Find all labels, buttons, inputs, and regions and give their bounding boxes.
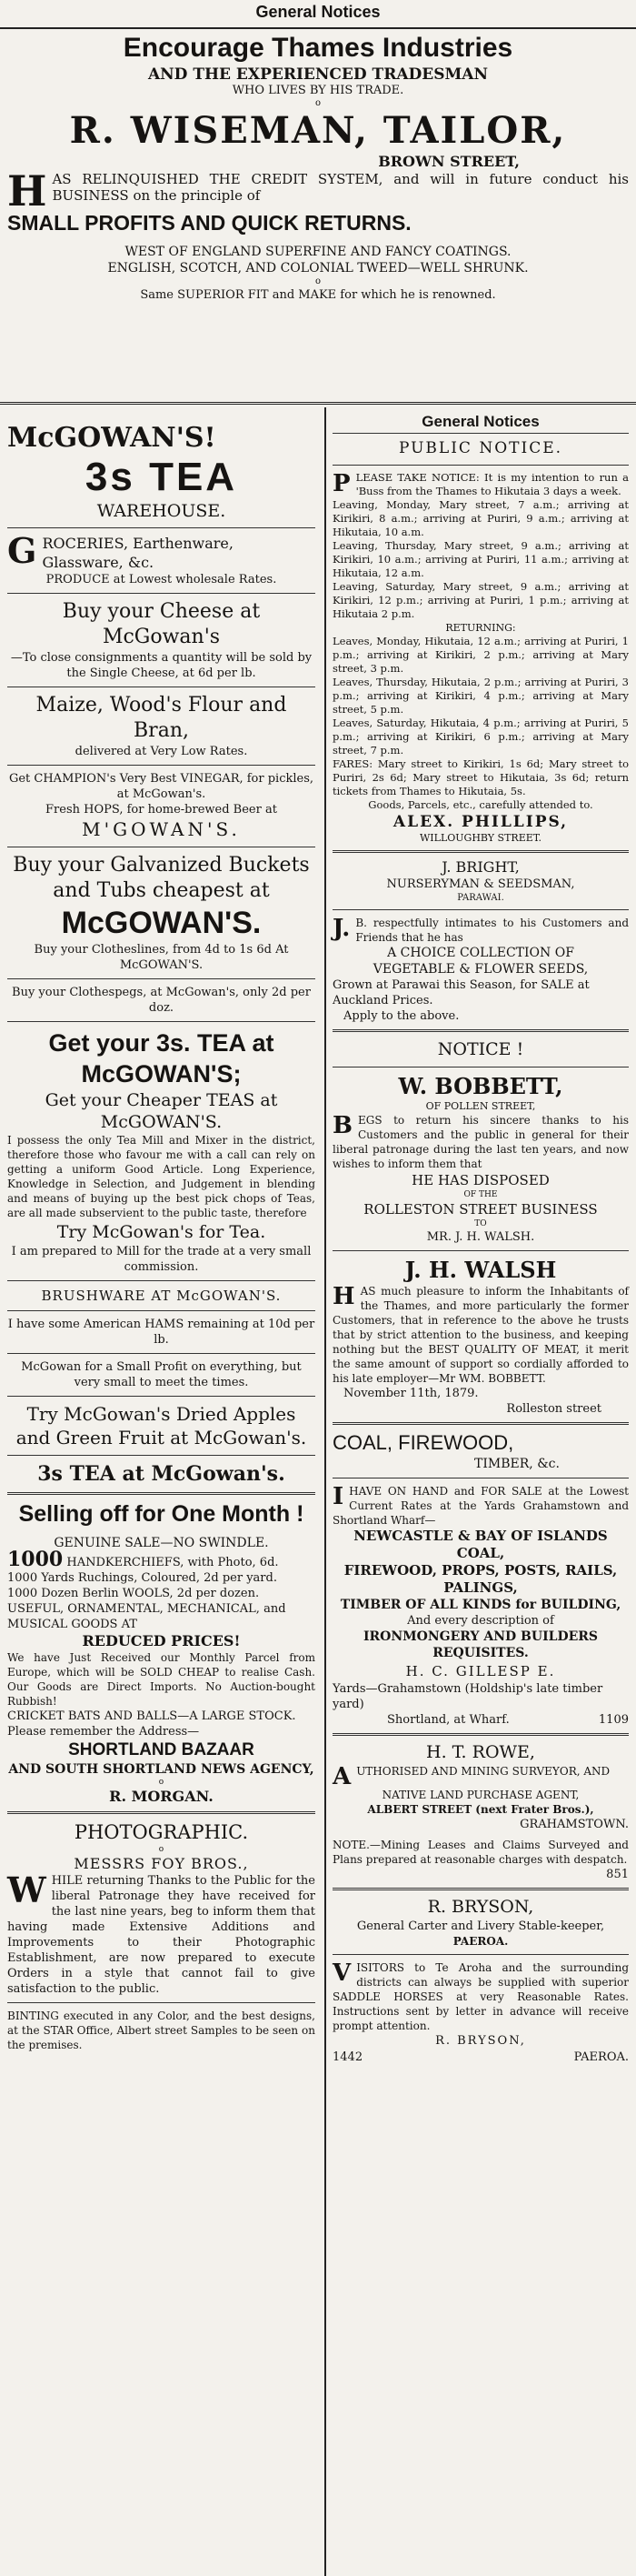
ad-divider2: o — [314, 276, 322, 286]
foy-bros: MESSRS FOY BROS., — [74, 1855, 249, 1872]
ad-body: AS RELINQUISHED THE CREDIT SYSTEM, and will in future conduct his BUSINESS on the principle of — [52, 171, 629, 204]
rule — [7, 2002, 315, 2003]
bright-drop: J. — [333, 915, 351, 942]
rule — [7, 1021, 315, 1022]
groceries-text: ROCERIES, Earthenware, Glassware, &c. — [42, 535, 234, 571]
disposed: HE HAS DISPOSED — [412, 1172, 550, 1188]
ad-street: BROWN STREET, — [378, 153, 520, 170]
rowe-town: GRAHAMSTOWN. — [520, 1818, 629, 1831]
rowe-note: NOTE.—Mining Leases and Claims Surveyed and Plans prepared at reasonable charges with despatch. — [333, 1839, 629, 1866]
rule — [7, 1455, 315, 1456]
bryson-town: PAEROA. — [573, 2050, 629, 2064]
walsh-small: MR. J. H. WALSH. — [426, 1230, 535, 1244]
photo-drop: W — [7, 1869, 46, 1910]
bright-title: NURSERYMAN & SEEDSMAN, — [386, 877, 575, 891]
fares-text: FARES: Mary street to Kirikiri, 1s 6d; Mary street to Puriri, 2s 6d; Mary street to Hikutaia, 3s 6d; return tickets from Thames to Hikutaia, 5s. — [333, 757, 629, 797]
clothespegs-text: Buy your Clothespegs, at McGowan's, only 2d per doz. — [12, 986, 311, 1015]
ruchings-text: 1000 Yards Ruchings, Coloured, 2d per yard. — [7, 1571, 277, 1585]
walsh-street: Rolleston street — [506, 1402, 601, 1416]
right-header: General Notices — [333, 411, 629, 434]
maize-note: delivered at Very Low Rates. — [75, 745, 248, 758]
parcels-text: Goods, Parcels, etc., carefully attended to. — [368, 798, 593, 811]
notice-title: NOTICE ! — [437, 1039, 524, 1059]
bright-place: PARAWAI. — [457, 893, 504, 903]
times-2: Leaving, Saturday, Mary street, 9 a.m.; arriving at Kirikiri, 12 p.m.; arriving at Puriri, 1 p.m.; arriving at Hikutaia 2 p.m. — [333, 580, 629, 620]
hk-num: 1000 — [7, 1548, 64, 1571]
ad-motto: SMALL PROFITS AND QUICK RETURNS. — [7, 211, 412, 235]
agency-text: AND SOUTH SHORTLAND NEWS AGENCY, — [8, 1762, 314, 1777]
bryson-drop: V — [333, 1960, 352, 1987]
ad-line2: AND THE EXPERIENCED TRADESMAN — [147, 65, 489, 84]
bright-name: J. BRIGHT, — [442, 858, 520, 876]
cricket-text: CRICKET BATS AND BALLS—A LARGE STOCK. — [7, 1709, 296, 1723]
mcgowan-footer: 3s TEA at McGowan's. — [37, 1462, 285, 1486]
walsh-name: J. H. WALSH — [404, 1257, 557, 1283]
rule — [333, 1954, 629, 1955]
buckets-heading: Buy your Galvanized Buckets and Tubs cheapest at — [13, 854, 310, 902]
coal-big3: TIMBER OF ALL KINDS for BUILDING, — [340, 1598, 621, 1612]
walsh-body: AS much pleasure to inform the Inhabitants of the Thames, and more particularly the former Customers, that in reference to the above he trusts that by strict attention to the business, and keeping nothing but the BEST QUALITY OF MEAT, it merit the same amount of support so cordially afforded to his late employer—Mr WM. BOBBETT. — [333, 1285, 629, 1385]
right-column — [329, 411, 632, 2575]
rule — [333, 1250, 629, 1251]
returns-1: Leaves, Thursday, Hikutaia, 2 p.m.; arriving at Puriri, 3 p.m.; arriving at Kirikiri, 4 p.m.; arriving at Mary street, 5 p.m. — [333, 676, 629, 716]
header-title: General Notices — [255, 3, 381, 21]
rule — [333, 1888, 629, 1890]
mcgowan-big: McGOWAN'S. — [61, 906, 262, 940]
coal-yards: Yards—Grahamstown (Holdship's late timber yard) — [333, 1682, 603, 1711]
walsh-drop: H — [333, 1283, 355, 1310]
binting-text: BINTING executed in any Color, and the best designs, at the STAR Office, Albert street Samples to be seen on the premises. — [7, 2010, 315, 2051]
rule — [7, 527, 315, 528]
rowe-drop: A — [333, 1763, 352, 1790]
hk-text: HANDKERCHIEFS, with Photo, 6d. — [66, 1556, 279, 1569]
cheese-heading: Buy your Cheese at McGowan's — [62, 600, 261, 648]
selling-divider: o — [158, 1778, 164, 1787]
coal-title: COAL, FIREWOOD, — [333, 1431, 514, 1454]
goods-text: USEFUL, ORNAMENTAL, MECHANICAL, and MUSICAL GOODS AT — [7, 1602, 286, 1631]
phillips-address: WILLOUGHBY STREET. — [419, 832, 542, 844]
photo-divider: o — [158, 1845, 164, 1854]
column-divider — [324, 407, 326, 2576]
bryson-name: R. BRYSON, — [427, 1897, 534, 1917]
returns-0: Leaves, Monday, Hikutaia, 12 a.m.; arriving at Puriri, 1 p.m.; arriving at Kirikiri, 2 p.m.; arriving at Mary street, 3 p.m. — [333, 635, 629, 675]
hams-text: I have some American HAMS remaining at 10d per lb. — [7, 1318, 315, 1347]
rule — [7, 978, 315, 979]
ad-drop-cap: H — [7, 166, 47, 216]
rule — [7, 765, 315, 766]
walsh-date: November 11th, 1879. — [343, 1387, 479, 1400]
coal-num: 1109 — [598, 1713, 629, 1727]
wiseman-tailor-ad — [7, 31, 629, 304]
coal-big1: NEWCASTLE & BAY OF ISLANDS COAL, — [353, 1528, 608, 1561]
phillips-name: ALEX. PHILLIPS, — [393, 813, 569, 831]
bright-choice: A CHOICE COLLECTION OF — [387, 946, 574, 960]
wools-text: 1000 Dozen Berlin WOOLS, 2d per dozen. — [7, 1587, 260, 1600]
coal-iron: IRONMONGERY AND BUILDERS REQUISITES. — [363, 1629, 599, 1660]
maize-heading: Maize, Wood's Flour and Bran, — [35, 694, 287, 742]
coal-drop: I — [333, 1483, 344, 1510]
bobbett-body: EGS to return his sincere thanks to his Customers and the public in general for their liberal patronage during the last ten years, and now wishes to inform them that — [333, 1114, 629, 1170]
mcgowan-tea: 3s TEA — [84, 455, 238, 499]
bright-intro: B. respectfully intimates to his Customers and Friends that he has — [355, 917, 629, 944]
brushware: BRUSHWARE AT McGOWAN'S. — [41, 1288, 282, 1304]
reduced-prices: REDUCED PRICES! — [82, 1632, 241, 1649]
dried-apples: Try McGowan's Dried Apples and Green Fruit at McGowan's. — [15, 1403, 307, 1448]
rule — [7, 1811, 315, 1814]
coal-wharf: Shortland, at Wharf. — [387, 1713, 510, 1727]
rule — [333, 465, 629, 466]
coal-every: And every description of — [407, 1614, 554, 1628]
rule — [333, 1422, 629, 1425]
page-header — [0, 0, 636, 29]
ad-divider: o — [314, 98, 322, 108]
photo-body: HILE returning Thanks to the Public for the liberal Patronage they have received for the last nine years, beg to inform them that having made Extensive Additions and Improvements to their Photographic Establishment, are now prepared to execute Orders in a style that cannot fail to give satisfaction to the public. — [7, 1874, 315, 1996]
public-intro: LEASE TAKE NOTICE: It is my intention to run a 'Buss from the Thames to Hikutaia 3 days a week. — [355, 471, 629, 497]
vinegar-text: Get CHAMPION's Very Best VINEGAR, for pickles, at McGowan's. — [8, 772, 314, 801]
to-label: TO — [474, 1219, 487, 1228]
times-1: Leaving, Thursday, Mary street, 9 a.m.; arriving at Kirikiri, 10 a.m.; arriving at Puriri, 11 a.m.; arriving at Hikutaia, 12 a.m. — [333, 539, 629, 579]
bright-apply: Apply to the above. — [343, 1009, 460, 1023]
bobbett-drop: B — [333, 1112, 353, 1139]
public-drop: P — [333, 470, 351, 497]
cheese-note: —To close consignments a quantity will be sold by the Single Cheese, at 6d per lb. — [10, 651, 313, 680]
photo-title: PHOTOGRAPHIC. — [74, 1821, 249, 1843]
returning-label: RETURNING: — [445, 622, 516, 634]
rowe-addr: ALBERT STREET (next Frater Bros.), — [367, 1803, 594, 1816]
rule — [333, 909, 629, 910]
hops-text: Fresh HOPS, for home-brewed Beer at — [45, 803, 277, 817]
mill-text: I possess the only Tea Mill and Mixer in the district, therefore those who favour me with a call can rely on getting a uniform Good Article. Long Experience, Knowledge in Selection, and Judgement in blending and means of buying up the best pick chops of Teas, are all made subservient to the public taste, therefore — [7, 1134, 315, 1219]
bobbett-place: OF POLLEN STREET, — [425, 1100, 536, 1112]
rowe-title: UTHORISED AND MINING SURVEYOR, AND — [356, 1765, 611, 1778]
bobbett-name: W. BOBBETT, — [398, 1073, 563, 1099]
morgan-name: R. MORGAN. — [109, 1788, 214, 1805]
received-text: We have Just Received our Monthly Parcel from Europe, which will be SOLD CHEAP to realise Cash. Our Goods are Direct Imports. No Auction-bought Rubbish! — [7, 1651, 315, 1708]
selling-title: Selling off for One Month ! — [18, 1501, 304, 1527]
rolleston-business: ROLLESTON STREET BUSINESS — [363, 1201, 598, 1218]
rule — [333, 1029, 629, 1032]
rule — [7, 1492, 315, 1495]
rule — [7, 1396, 315, 1397]
rowe-agent: NATIVE LAND PURCHASE AGENT, — [382, 1789, 580, 1801]
bright-grown: Grown at Parawai this Season, for SALE at Auckland Prices. — [333, 978, 590, 1007]
mcgowan-warehouse: WAREHOUSE. — [96, 501, 226, 521]
bryson-num: 1442 — [333, 2050, 363, 2064]
ad-name: R. WISEMAN, TAILOR, — [69, 109, 567, 152]
remember-text: Please remember the Address— — [7, 1725, 200, 1739]
rule — [7, 1310, 315, 1311]
rowe-name: H. T. ROWE, — [426, 1742, 535, 1762]
mcgowan-spaced: M'GOWAN'S. — [82, 818, 241, 840]
ad-goods2: ENGLISH, SCOTCH, AND COLONIAL TWEED—WELL SHRUNK. — [107, 261, 529, 276]
times-0: Leaving, Monday, Mary street, 7 a.m.; arriving at Kirikiri, 8 a.m.; arriving at Puriri, 9 a.m.; arriving at Hikutaia, 10 a.m. — [333, 498, 629, 538]
top-ad-rule — [0, 402, 636, 405]
bryson-sign: R. BRYSON, — [435, 2034, 526, 2048]
returns-2: Leaves, Saturday, Hikutaia, 4 p.m.; arriving at Puriri, 5 p.m.; arriving at Kirikiri, 6 p.m.; arriving at Mary street, 7 p.m. — [333, 717, 629, 757]
rule — [333, 1733, 629, 1736]
cheaper-teas: Get your Cheaper TEAS at McGOWAN'S. — [45, 1090, 278, 1132]
groceries-drop: G — [7, 530, 37, 571]
gillespie-name: H. C. GILLESP E. — [405, 1663, 556, 1679]
ad-closing: Same SUPERIOR FIT and MAKE for which he is renowned. — [140, 288, 496, 302]
ad-line3: WHO LIVES BY HIS TRADE. — [232, 84, 404, 97]
mcgowan-title: McGOWAN'S! — [7, 422, 216, 454]
try-tea: Try McGowan's for Tea. — [56, 1222, 266, 1242]
bazaar-name: SHORTLAND BAZAAR — [68, 1740, 254, 1759]
coal-body: HAVE ON HAND and FOR SALE at the Lowest Current Rates at the Yards Grahamstown and Shortland Wharf— — [333, 1485, 629, 1527]
ad-goods1: WEST OF ENGLAND SUPERFINE AND FANCY COATINGS. — [124, 245, 512, 259]
coal-big2: FIREWOOD, PROPS, POSTS, RAILS, PALINGS, — [343, 1562, 618, 1596]
mill-trade: I am prepared to Mill for the trade at a very small commission. — [11, 1245, 312, 1274]
rowe-num: 851 — [606, 1868, 629, 1881]
ad-headline: Encourage Thames Industries — [123, 33, 513, 63]
get-tea-heading: Get your 3s. TEA at McGOWAN'S; — [48, 1029, 274, 1088]
left-column — [0, 411, 323, 2575]
bryson-title: General Carter and Livery Stable-keeper, — [356, 1919, 605, 1933]
bright-seeds: VEGETABLE & FLOWER SEEDS, — [373, 962, 589, 977]
produce-text: PRODUCE at Lowest wholesale Rates. — [45, 573, 277, 586]
coal-sub: TIMBER, &c. — [474, 1457, 560, 1471]
clotheslines-text: Buy your Clotheslines, from 4d to 1s 6d At McGOWAN'S. — [34, 943, 289, 972]
rule — [7, 593, 315, 594]
bryson-body: ISITORS to Te Aroha and the surrounding districts can always be supplied with superior SADDLE HORSES at very Reasonable Rates. Instructions sent by letter in advance will receive prompt attention. — [333, 1961, 629, 2032]
small-profit: McGowan for a Small Profit on everything, but very small to meet the times. — [21, 1360, 302, 1389]
bryson-place: PAEROA. — [452, 1935, 509, 1948]
rule — [7, 1280, 315, 1281]
rule — [7, 1353, 315, 1354]
public-title: PUBLIC NOTICE. — [398, 439, 563, 457]
of-the: OF THE — [463, 1190, 498, 1199]
genuine-sale: GENUINE SALE—NO SWINDLE. — [54, 1536, 269, 1550]
rule — [333, 850, 629, 853]
